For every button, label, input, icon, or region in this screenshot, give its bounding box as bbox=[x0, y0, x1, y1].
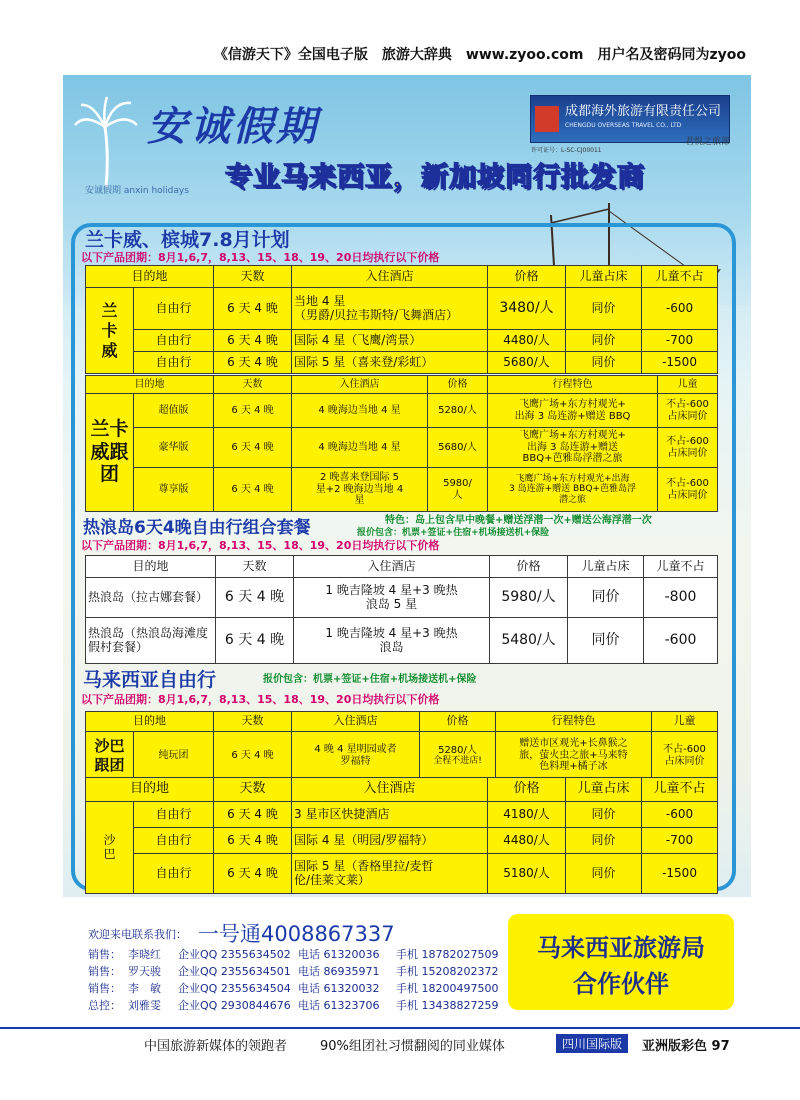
company-tag: 君悦之旅部 bbox=[685, 137, 731, 147]
company-name-cn: 成都海外旅游有限责任公司 bbox=[565, 104, 722, 119]
th-days: 天数 bbox=[214, 712, 292, 732]
table-cell: 同价 bbox=[566, 828, 642, 854]
th-hotel: 入住酒店 bbox=[292, 712, 420, 732]
table-cell: 热浪岛（热浪岛海滩度假村套餐） bbox=[86, 618, 216, 664]
table-cell: 6 天 4 晚 bbox=[214, 468, 292, 512]
table-cell: 同价 bbox=[568, 618, 644, 664]
table-cell: 6 天 4 晚 bbox=[214, 288, 292, 330]
th-child-bed: 儿童占床 bbox=[566, 266, 642, 288]
th-dest: 目的地 bbox=[86, 266, 214, 288]
partner-line1: 马来西亚旅游局 bbox=[537, 934, 705, 962]
table-cell: 4480/人 bbox=[488, 330, 566, 352]
table-cell: 6 天 4 晚 bbox=[214, 828, 292, 854]
contact-name: 刘雅雯 bbox=[128, 999, 161, 1012]
table-cell: 5980/ 人 bbox=[428, 468, 488, 512]
table-cell: 6 天 4 晚 bbox=[216, 578, 294, 618]
th-child: 儿童 bbox=[652, 712, 718, 732]
table-cell: 同价 bbox=[566, 854, 642, 894]
table-cell: 3480/人 bbox=[488, 288, 566, 330]
table-cell: 1 晚吉隆坡 4 星+3 晚热 浪岛 5 星 bbox=[294, 578, 490, 618]
th-child: 儿童 bbox=[658, 376, 718, 394]
th-hotel: 入住酒店 bbox=[292, 266, 488, 288]
table-cell: 6 天 4 晚 bbox=[214, 394, 292, 428]
table-cell: 4 晚海边当地 4 星 bbox=[292, 394, 428, 428]
section3-table bbox=[85, 777, 718, 894]
company-badge-icon bbox=[535, 106, 559, 132]
contact-name: 李晓红 bbox=[128, 948, 161, 961]
section3-includes: 报价包含：机票+签证+住宿+机场接送机+保险 bbox=[263, 674, 477, 685]
table-cell: 5180/人 bbox=[488, 854, 566, 894]
th-days: 天数 bbox=[214, 376, 292, 394]
contact-role: 总控： bbox=[88, 999, 121, 1012]
contact-mobile: 手机 13438827259 bbox=[396, 999, 499, 1012]
company-name-en: CHENGDU OVERSEAS TRAVEL CO., LTD bbox=[565, 122, 682, 129]
contact-row bbox=[88, 963, 498, 979]
th-dest: 目的地 bbox=[86, 376, 214, 394]
section3-dates: 以下产品团期：8月1,6,7，8,13、15、18、19、20日均执行以下价格 bbox=[81, 693, 440, 706]
th-days: 天数 bbox=[214, 778, 292, 802]
section2-title: 热浪岛6天4晚自由行组合套餐 bbox=[83, 518, 311, 538]
section2-feature: 特色：岛上包含早中晚餐+赠送浮潜一次+赠送公海浮潜一次 bbox=[385, 515, 652, 526]
table-cell: 纯玩团 bbox=[134, 732, 214, 780]
contact-mobile: 手机 18200497500 bbox=[396, 982, 499, 995]
contact-role: 销售： bbox=[88, 948, 121, 961]
table-cell: 4 晚 4 星明园或者 罗福特 bbox=[292, 732, 420, 780]
table-cell: 不占-600 占床同价 bbox=[658, 394, 718, 428]
table-cell: -600 bbox=[642, 288, 718, 330]
th-dest: 目的地 bbox=[86, 556, 216, 578]
table-cell: 同价 bbox=[568, 578, 644, 618]
contact-mobile: 手机 15208202372 bbox=[396, 965, 499, 978]
table-cell: 4480/人 bbox=[488, 828, 566, 854]
table-cell: 5980/人 bbox=[490, 578, 568, 618]
table-cell: 尊享版 bbox=[134, 468, 214, 512]
contact-mobile: 手机 18782027509 bbox=[396, 948, 499, 961]
table-cell: 5680/人 bbox=[428, 428, 488, 468]
price-note: 全程不进店! bbox=[433, 756, 482, 767]
th-child-nobed: 儿童不占 bbox=[642, 778, 718, 802]
table-cell: 自由行 bbox=[134, 330, 214, 352]
palm-logo-icon bbox=[73, 95, 139, 195]
contact-tel: 电话 61320032 bbox=[298, 982, 380, 995]
th-child-bed: 儿童占床 bbox=[568, 556, 644, 578]
contact-qq: 企业QQ 2355634501 bbox=[178, 965, 291, 978]
brand-name: 安诚假期 bbox=[147, 104, 319, 150]
footer bbox=[0, 1027, 800, 1067]
table-cell bbox=[420, 732, 496, 780]
table-cell: 飞鹰广场+东方村观光+ 出海 3 岛连游+赠送 BBQ+芭雅岛浮潜之旅 bbox=[488, 428, 658, 468]
th-price: 价格 bbox=[488, 266, 566, 288]
table-cell: 热浪岛（拉古娜套餐） bbox=[86, 578, 216, 618]
footer-page: 亚洲版彩色 97 bbox=[642, 1039, 730, 1054]
contact-name: 李 敏 bbox=[128, 982, 161, 995]
table-cell: 不占-600 占床同价 bbox=[658, 468, 718, 512]
th-feature: 行程特色 bbox=[488, 376, 658, 394]
table-cell: 国际 4 星（明园/罗福特） bbox=[292, 828, 488, 854]
table-cell: 自由行 bbox=[134, 352, 214, 374]
headline: 专业马来西亚，新加坡同行批发商 bbox=[225, 162, 645, 193]
table-cell: 不占-600 占床同价 bbox=[652, 732, 718, 780]
table-cell: 3 星市区快捷酒店 bbox=[292, 802, 488, 828]
contact-qq: 企业QQ 2355634502 bbox=[178, 948, 291, 961]
table-cell: 国际 4 星（飞鹰/湾景） bbox=[292, 330, 488, 352]
table-cell: 5480/人 bbox=[490, 618, 568, 664]
contact-intro: 欢迎来电联系我们： bbox=[88, 928, 187, 941]
hotline: 一号通4008867337 bbox=[198, 922, 395, 946]
section3-title: 马来西亚自由行 bbox=[83, 669, 217, 691]
table-cell: 自由行 bbox=[134, 288, 214, 330]
table-cell: -700 bbox=[642, 828, 718, 854]
table-cell: 6 天 4 晚 bbox=[214, 352, 292, 374]
th-days: 天数 bbox=[216, 556, 294, 578]
table-cell: 6 天 4 晚 bbox=[214, 330, 292, 352]
table-cell: -1500 bbox=[642, 854, 718, 894]
price-value: 5280/人 bbox=[438, 744, 477, 756]
footer-tag: 四川国际版 bbox=[556, 1034, 628, 1053]
section1-dates: 以下产品团期：8月1,6,7，8,13、15、18、19、20日均执行以下价格 bbox=[81, 251, 440, 264]
dest-sabah-group: 沙巴 跟团 bbox=[86, 732, 134, 780]
th-price: 价格 bbox=[488, 778, 566, 802]
table-cell: 国际 5 星（香格里拉/麦哲 伦/佳莱文莱） bbox=[292, 854, 488, 894]
table-cell: 6 天 4 晚 bbox=[214, 732, 292, 780]
contact-name: 罗天骏 bbox=[128, 965, 161, 978]
table-cell: 同价 bbox=[566, 288, 642, 330]
table-cell: 6 天 4 晚 bbox=[214, 802, 292, 828]
table-cell: -800 bbox=[644, 578, 718, 618]
section2-dates: 以下产品团期：8月1,6,7，8,13、15、18、19、20日均执行以下价格 bbox=[81, 539, 440, 552]
table-cell: 6 天 4 晚 bbox=[216, 618, 294, 664]
th-child-nobed: 儿童不占 bbox=[642, 266, 718, 288]
partner-line2: 合作伙伴 bbox=[573, 970, 669, 998]
table-cell: 自由行 bbox=[134, 802, 214, 828]
section1-table bbox=[85, 265, 718, 374]
th-days: 天数 bbox=[214, 266, 292, 288]
table-cell: 5280/人 bbox=[428, 394, 488, 428]
table-cell: 国际 5 星（喜来登/彩虹） bbox=[292, 352, 488, 374]
poster bbox=[63, 75, 751, 897]
table-cell: 飞鹰广场+东方村观光+ 出海 3 岛连游+赠送 BBQ bbox=[488, 394, 658, 428]
table-cell: 6 天 4 晚 bbox=[214, 854, 292, 894]
section2-includes: 报价包含：机票+签证+住宿+机场接送机+保险 bbox=[357, 528, 550, 538]
license-number: 许可证号：L-SC-CJ00011 bbox=[531, 147, 602, 154]
table-cell: 当地 4 星 （男爵/贝拉韦斯特/飞舞酒店） bbox=[292, 288, 488, 330]
table-cell: 4 晚海边当地 4 星 bbox=[292, 428, 428, 468]
table-cell: -1500 bbox=[642, 352, 718, 374]
th-hotel: 入住酒店 bbox=[294, 556, 490, 578]
table-cell: 超值版 bbox=[134, 394, 214, 428]
contact-role: 销售： bbox=[88, 965, 121, 978]
th-dest: 目的地 bbox=[86, 778, 214, 802]
contact-row bbox=[88, 980, 498, 996]
table-cell: 同价 bbox=[566, 802, 642, 828]
brand-subtitle: 安诚假期 anxin holidays bbox=[85, 186, 189, 196]
section1-group-table bbox=[85, 375, 718, 512]
section2-table bbox=[85, 555, 718, 664]
table-cell: 同价 bbox=[566, 352, 642, 374]
th-feature: 行程特色 bbox=[496, 712, 652, 732]
contact-qq: 企业QQ 2930844676 bbox=[178, 999, 291, 1012]
table-cell: 4180/人 bbox=[488, 802, 566, 828]
footer-left: 中国旅游新媒体的领跑者 bbox=[144, 1039, 288, 1054]
contact-qq: 企业QQ 2355634504 bbox=[178, 982, 291, 995]
table-cell: 1 晚吉隆坡 4 星+3 晚热 浪岛 bbox=[294, 618, 490, 664]
table-cell: 6 天 4 晚 bbox=[214, 428, 292, 468]
contact-row bbox=[88, 946, 498, 962]
dest-langkawi: 兰卡威 bbox=[86, 288, 134, 374]
footer-mid: 90%组团社习惯翻阅的同业媒体 bbox=[320, 1039, 505, 1054]
th-child-nobed: 儿童不占 bbox=[644, 556, 718, 578]
table-cell: -700 bbox=[642, 330, 718, 352]
table-cell: -600 bbox=[644, 618, 718, 664]
contact-tel: 电话 86935971 bbox=[298, 965, 380, 978]
contact-row bbox=[88, 997, 498, 1013]
th-hotel: 入住酒店 bbox=[292, 778, 488, 802]
contact-tel: 电话 61320036 bbox=[298, 948, 380, 961]
table-cell: 同价 bbox=[566, 330, 642, 352]
contact-role: 销售： bbox=[88, 982, 121, 995]
table-cell: 豪华版 bbox=[134, 428, 214, 468]
table-cell: 不占-600 占床同价 bbox=[658, 428, 718, 468]
th-price: 价格 bbox=[428, 376, 488, 394]
dest-sabah: 沙 巴 bbox=[86, 802, 134, 894]
table-cell: 赠送市区观光+长鼻猴之 旅，萤火虫之旅+马来特 色料理+橘子冰 bbox=[496, 732, 652, 780]
table-cell: -600 bbox=[642, 802, 718, 828]
th-hotel: 入住酒店 bbox=[292, 376, 428, 394]
section3-group-table bbox=[85, 711, 718, 780]
contact-tel: 电话 61323706 bbox=[298, 999, 380, 1012]
th-price: 价格 bbox=[490, 556, 568, 578]
table-cell: 5680/人 bbox=[488, 352, 566, 374]
table-cell: 自由行 bbox=[134, 854, 214, 894]
th-dest: 目的地 bbox=[86, 712, 214, 732]
section1-title: 兰卡威、槟城7.8月计划 bbox=[85, 229, 290, 251]
table-cell: 2 晚喜来登国际 5 星+2 晚海边当地 4 星 bbox=[292, 468, 428, 512]
top-bar: 《信游天下》全国电子版 旅游大辞典 www.zyoo.com 用户名及密码同为zyoo bbox=[213, 47, 746, 63]
dest-langkawi-group: 兰卡威跟团 bbox=[86, 394, 134, 512]
table-cell: 飞鹰广场+东方村观光+出海 3 岛连游+赠送 BBQ+芭雅岛浮 潜之旅 bbox=[488, 468, 658, 512]
table-cell: 自由行 bbox=[134, 828, 214, 854]
th-child-bed: 儿童占床 bbox=[566, 778, 642, 802]
th-price: 价格 bbox=[420, 712, 496, 732]
partner-badge bbox=[508, 914, 734, 1010]
